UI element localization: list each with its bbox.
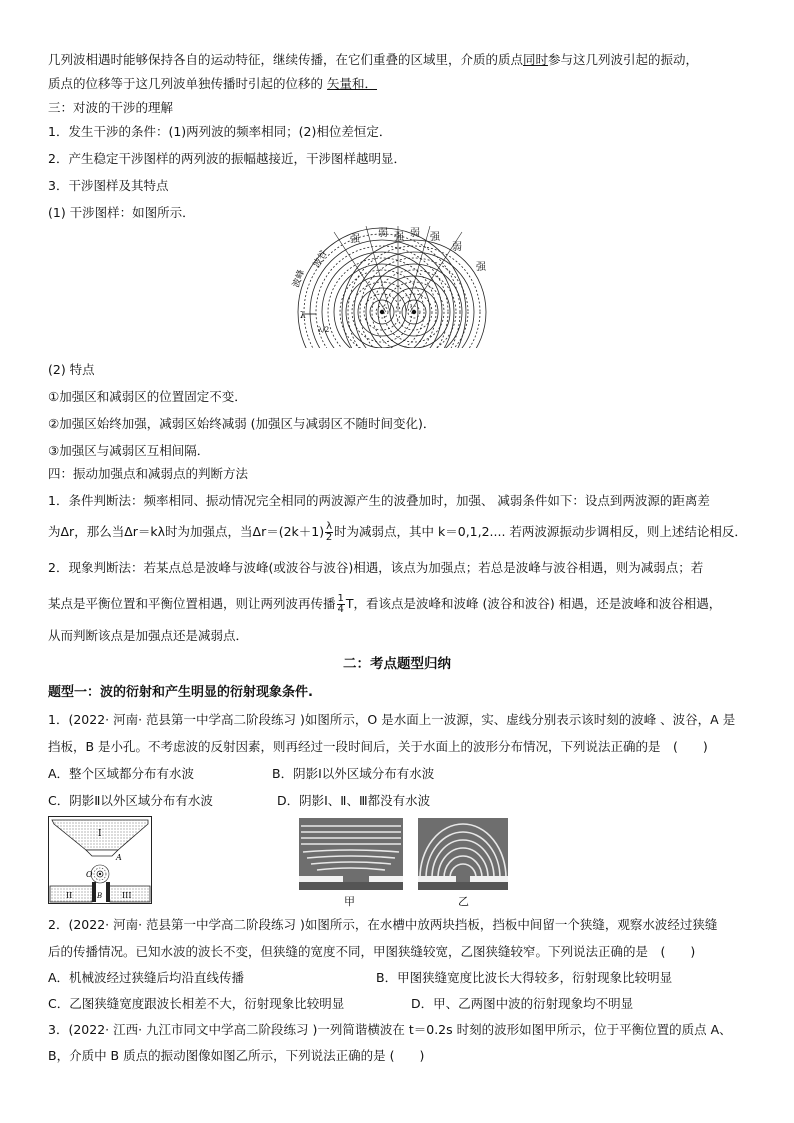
sec3-p5: (2) 特点 (48, 362, 95, 377)
intro-underline-vector-sum: 矢量和． (327, 76, 378, 91)
q1-option-b: B．阴影Ⅰ以外区域分布有水波 (272, 766, 435, 781)
label-weak-3: 弱 (452, 242, 462, 253)
fraction-numerator: λ (326, 521, 333, 532)
photo-jia-bottom (299, 882, 403, 890)
photo-jia-right-barrier (369, 876, 403, 882)
label-strong-2: 强 (394, 232, 404, 243)
q2-option-c: C．乙图狭缝宽度跟波长相差不大，衍射现象比较明显 (48, 996, 345, 1011)
type-1-title: 题型一：波的衍射和产生明显的衍射现象条件. (48, 685, 313, 700)
fraction-denominator: 4 (337, 604, 344, 615)
sec4-p2 (48, 522, 748, 543)
q1-option-c: C．阴影Ⅱ以外区域分布有水波 (48, 793, 213, 808)
fraction-numerator: 1 (337, 593, 344, 604)
label-weak-1: 弱 (378, 228, 388, 239)
barrier-a (86, 850, 118, 856)
q1-line-2: 挡板，B 是小孔。不考虑波的反射因素，则再经过一段时间后，关于水面上的波形分布情况，下列说法正确的是 ( ) (48, 739, 708, 754)
label-iii: III (122, 891, 132, 900)
sec4-p4 (48, 594, 748, 615)
q2-option-b: B．甲图狭缝宽度比波长大得较多，衍射现象比较明显 (376, 970, 673, 985)
q1-figure (48, 816, 152, 904)
fraction-denominator: 2 (325, 532, 333, 543)
photo-yi-bottom (418, 882, 508, 890)
photo-yi-left-barrier (418, 876, 456, 882)
photo-yi (418, 818, 508, 890)
intro-text-2: 质点的位移等于这几列波单独传播时引起的位移的 (48, 76, 324, 91)
label-strong-3: 强 (430, 232, 440, 243)
q2-option-d: D．甲、乙两图中波的衍射现象均不明显 (411, 996, 634, 1011)
sec4-p4-text-a: 某点是平衡位置和平衡位置相遇，则让两列波再传播 (48, 596, 336, 611)
q3-line-1: 3．(2022· 江西· 九江市同文中学高二阶段练习 )一列简谐横波在 t＝0.2s 时刻的波形如图甲所示，位于平衡位置的质点 A、 (48, 1022, 732, 1037)
interference-figure (284, 226, 494, 348)
sec4-p1: 1．条件判断法：频率相同、振动情况完全相同的两波源产生的波叠加时，加强、 减弱条件如下：设点到两波源的距离差 (48, 493, 710, 508)
sec3-p3: 3．干涉图样及其特点 (48, 178, 169, 193)
sec4-p5: 从而判断该点是加强点还是减弱点． (48, 628, 249, 643)
photo-yi-right-barrier (470, 876, 508, 882)
label-peak: 波峰 (291, 268, 307, 290)
label-strong-4: 强 (476, 262, 486, 273)
label-i: I (98, 829, 102, 839)
section-4-title: 四：振动加强点和减弱点的判断方法 (48, 466, 249, 481)
label-o: O (86, 870, 93, 879)
label-trough: 波谷 (311, 248, 330, 270)
sec4-p2-text-a: 为Δr，那么当Δr＝kλ时为加强点，当Δr＝(2k＋1) (48, 524, 325, 539)
intro-text-end: 参与这几列波引起的振动， (548, 52, 699, 67)
label-strong-1: 强 (350, 234, 360, 245)
label-weak-2: 弱 (410, 228, 420, 239)
fraction-lambda-half (325, 522, 333, 543)
sec3-p7: ②加强区始终加强，减弱区始终减弱 (加强区与减弱区不随时间变化)． (48, 416, 436, 431)
sec3-p6: ①加强区和减弱区的位置固定不变． (48, 389, 247, 404)
label-a: A (116, 853, 122, 862)
q1-option-d: D．阴影Ⅰ、Ⅱ、Ⅲ都没有水波 (277, 793, 431, 808)
q1-option-a: A．整个区域都分布有水波 (48, 766, 195, 781)
sec3-p2: 2．产生稳定干涉图样的两列波的振幅越接近，干涉图样越明显． (48, 151, 406, 166)
barrier-left (92, 882, 96, 902)
source-2-dot (412, 310, 416, 314)
source-o-dot (99, 873, 101, 875)
sec3-p1: 1．发生干涉的条件：(1)两列波的频率相同；(2)相位差恒定． (48, 124, 392, 139)
sec4-p2-text-b: 时为减弱点，其中 k＝0,1,2.... 若两波源振动步调相反，则上述结论相反． (334, 524, 747, 539)
section-3-title: 三：对波的干涉的理解 (48, 100, 174, 115)
half-lambda-label: λ/2 (318, 326, 330, 334)
source-1-dot (380, 310, 384, 314)
intro-text: 几列波相遇时能够保持各自的运动特征，继续传播，在它们重叠的区域里，介质的质点 (48, 52, 524, 67)
lambda-label: λ (300, 311, 306, 321)
q3-line-2: B，介质中 B 质点的振动图像如图乙所示，下列说法正确的是 ( ) (48, 1048, 425, 1063)
intro-underline-same-time: 同时 (523, 52, 549, 67)
intro-line-1 (48, 52, 748, 68)
photo-jia (299, 818, 403, 890)
photo-jia-caption: 甲 (344, 895, 355, 908)
q2-line-1: 2．(2022· 河南· 范县第一中学高二阶段练习 )如图所示，在水槽中放两块挡板，挡板中间留一个狭缝，观察水波经过狭缝 (48, 917, 718, 932)
fraction-one-quarter (337, 594, 345, 615)
photo-yi-caption: 乙 (458, 895, 469, 908)
photo-jia-left-barrier (299, 876, 343, 882)
sec4-p3: 2．现象判断法：若某点总是波峰与波峰(或波谷与波谷)相遇，该点为加强点；若总是波峰与波谷相遇，则为减弱点；若 (48, 560, 704, 575)
sec3-p8: ③加强区与减弱区互相间隔． (48, 443, 210, 458)
q2-line-2: 后的传播情况。已知水波的波长不变，但狭缝的宽度不同，甲图狭缝较宽，乙图狭缝较窄。下列说法正确的是 ( ) (48, 944, 696, 959)
q2-option-a: A．机械波经过狭缝后均沿直线传播 (48, 970, 245, 985)
barrier-right (106, 882, 110, 902)
sec4-p4-text-b: T，看该点是波峰和波峰 (波谷和波谷) 相遇，还是波峰和波谷相遇， (345, 596, 722, 611)
label-b: B (97, 892, 103, 900)
q1-line-1: 1．(2022· 河南· 范县第一中学高二阶段练习 )如图所示，O 是水面上一波源，实、虚线分别表示该时刻的波峰 、波谷，A 是 (48, 712, 736, 727)
sec3-p4: (1) 干涉图样：如图所示． (48, 205, 195, 220)
intro-line-2 (48, 76, 748, 92)
label-ii: II (66, 891, 73, 900)
section-heading: 二：考点题型归纳 (343, 656, 451, 672)
